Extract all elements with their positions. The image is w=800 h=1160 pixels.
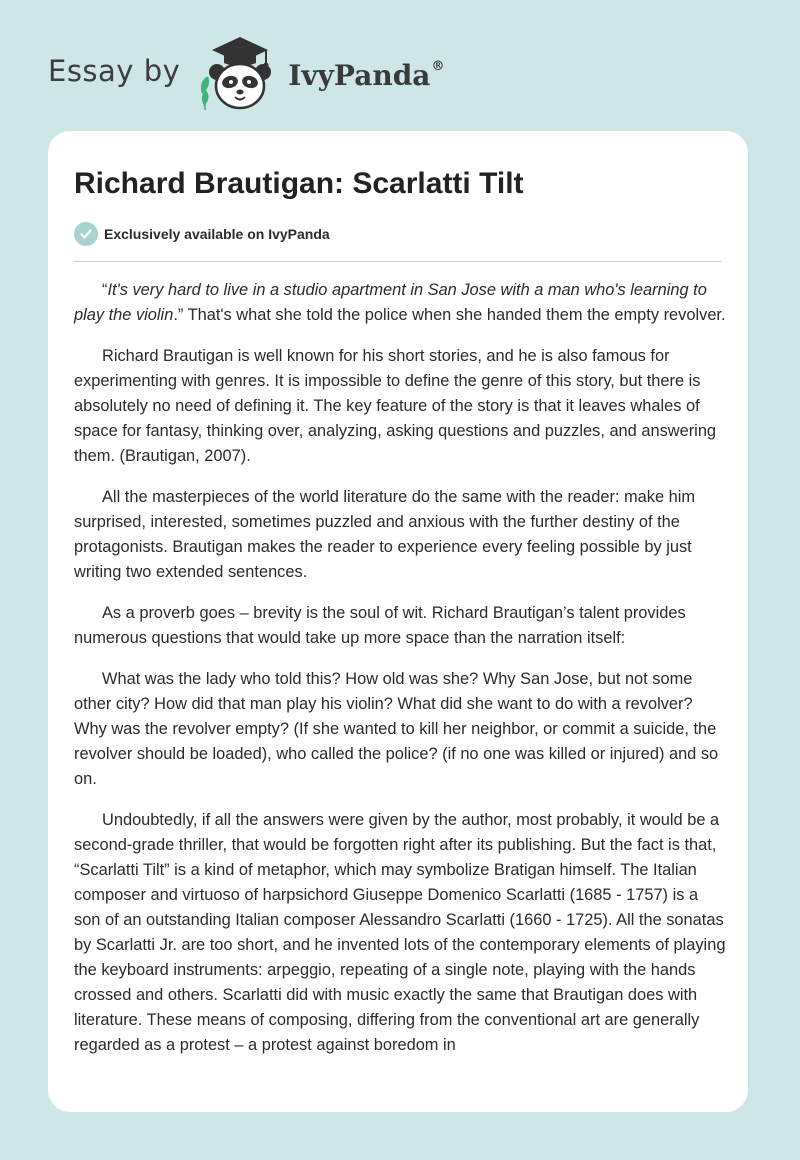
exclusive-badge-label: Exclusively available on IvyPanda	[104, 226, 330, 242]
registered-mark: ®	[431, 59, 445, 75]
exclusive-badge	[74, 222, 330, 246]
essay-body	[74, 278, 726, 1074]
paragraph: Undoubtedly, if all the answers were given by the author, most probably, it would be a second-grade thriller, that would be forgotten right after its publishing. But the fact is that, “Scarlatti Tilt” is a kind of metaphor, which may symbolize Bratigan himself. The Italian composer and virtuoso of harpsichord Giuseppe Domenico Scarlatti (1685 - 1757) is a son of an outstanding Italian composer Alessandro Scarlatti (1660 - 1725). All the sonatas by Scarlatti Jr. are too short, and he invented lots of the contemporary elements of playing the keyboard instruments: arpeggio, repeating of a single note, playing with the hands crossed and others. Scarlatti did with music exactly the same that Brautigan does with literature. These means of composing, differing from the conventional art are generally regarded as a protest – a protest against boredom in	[74, 811, 726, 1054]
paragraph-text: .” That's what she told the police when she handed them the empty revolver.	[173, 306, 726, 324]
site-header	[48, 34, 444, 114]
opening-quote-mark: “	[102, 281, 108, 299]
essay-card	[48, 131, 748, 1112]
paragraph: All the masterpieces of the world literature do the same with the reader: make him surprised, interested, sometimes puzzled and anxious with the further destiny of the protagonists. Brautigan makes the reader to experience every feeling possible by just writing two extended sentences.	[74, 488, 696, 581]
brand-name-text: IvyPanda	[288, 58, 431, 92]
title-divider	[74, 261, 722, 262]
essay-title: Richard Brautigan: Scarlatti Tilt	[74, 167, 524, 200]
essay-by-label: Essay by	[48, 54, 181, 88]
quoted-text: It's very hard to live in a studio apartment in San Jose with a man who's learning to play the violin	[74, 281, 707, 324]
paragraph: What was the lady who told this? How old was she? Why San Jose, but not some other city? How did that man play his violin? What did she want to do with a revolver? Why was the revolver empty? (If she wanted to kill her neighbor, or commit a suicide, the revolver should be loaded), who called the police? (if no one was killed or injured) and so on.	[74, 670, 719, 788]
paragraph: As a proverb goes – brevity is the soul of wit. Richard Brautigan’s talent provides numerous questions that would take up more space than the narration itself:	[74, 604, 686, 647]
brand-name[interactable]	[288, 59, 444, 92]
check-circle-icon	[74, 222, 98, 246]
paragraph: Richard Brautigan is well known for his short stories, and he is also famous for experimenting with genres. It is impossible to define the genre of this story, but there is absolutely no need of defining it. The key feature of the story is that it leaves whales of space for fantasy, thinking over, analyzing, asking questions and puzzles, and answering them. (Brautigan, 2007).	[74, 347, 717, 465]
paragraph	[74, 278, 726, 328]
panda-graduation-cap-logo-icon[interactable]	[196, 34, 284, 114]
